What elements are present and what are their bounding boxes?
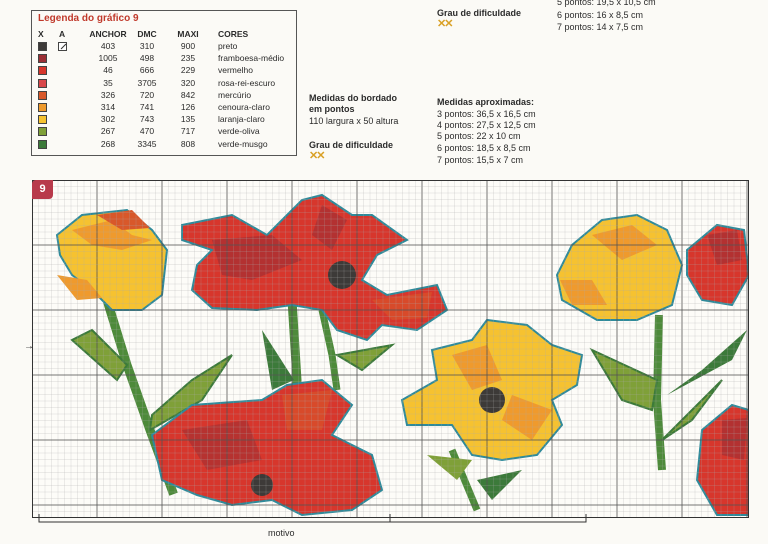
- color-swatch: [38, 91, 47, 100]
- backstitch-symbol-icon: [58, 42, 67, 51]
- approx-line: 6 pontos: 18,5 x 8,5 cm: [437, 143, 531, 153]
- legend-anchor: 314: [100, 102, 116, 112]
- color-swatch: [38, 79, 47, 88]
- legend-maxi: 320: [180, 77, 196, 88]
- legend-title: Legenda do gráfico 9: [38, 13, 139, 24]
- difficulty-xx-icon: ✕✕: [437, 18, 452, 30]
- legend-maxi: 235: [180, 53, 196, 64]
- legend-box: [31, 10, 297, 156]
- header-dmc: DMC: [137, 29, 157, 39]
- legend-maxi: 900: [180, 41, 196, 51]
- legend-row: [32, 102, 296, 113]
- approx-title: Medidas aproximadas:: [437, 97, 535, 107]
- legend-dmc: 3705: [137, 77, 157, 88]
- legend-dmc: 498: [139, 53, 155, 64]
- chart-number-badge: 9: [32, 180, 53, 199]
- legend-maxi: 808: [180, 138, 196, 149]
- color-swatch: [38, 103, 47, 112]
- legend-dmc: 3345: [137, 138, 157, 149]
- legend-cor: vermelho: [218, 65, 253, 76]
- header-cores: CORES: [218, 29, 249, 39]
- medidas-title: Medidas do bordado: [309, 93, 398, 103]
- legend-row: [32, 139, 296, 150]
- legend-anchor: 46: [103, 65, 113, 76]
- approx-line: 5 pontos: 22 x 10 cm: [437, 131, 521, 141]
- legend-anchor: 35: [103, 77, 113, 88]
- legend-cor: preto: [218, 41, 238, 51]
- legend-dmc: 310: [139, 41, 155, 51]
- legend-dmc: 720: [139, 89, 155, 100]
- motivo-bracket: [38, 514, 588, 528]
- size-line: 5 pontos: 19,5 x 10,5 cm: [557, 0, 656, 7]
- legend-anchor: 267: [100, 126, 116, 137]
- legend-anchor: 268: [100, 138, 116, 149]
- grau-label-middle: Grau de dificuldade: [309, 140, 394, 150]
- color-swatch: [38, 140, 47, 149]
- header-maxi: MAXI: [177, 29, 199, 39]
- legend-maxi: 842: [180, 89, 196, 100]
- motivo-label: motivo: [268, 528, 295, 538]
- legend-anchor: 326: [100, 89, 116, 100]
- legend-anchor: 1005: [98, 53, 118, 64]
- legend-anchor: 302: [100, 114, 116, 125]
- color-swatch: [38, 54, 47, 63]
- color-swatch: [38, 42, 47, 51]
- legend-dmc: 743: [139, 114, 155, 125]
- legend-header-row: [32, 29, 296, 40]
- legend-dmc: 666: [139, 65, 155, 76]
- legend-row: [32, 78, 296, 89]
- legend-maxi: 717: [180, 126, 196, 137]
- legend-anchor: 403: [100, 41, 116, 51]
- legend-dmc: 470: [139, 126, 155, 137]
- legend-row: [32, 90, 296, 101]
- legend-row: [32, 114, 296, 125]
- size-line: 7 pontos: 14 x 7,5 cm: [557, 22, 644, 32]
- difficulty-xx-icon: ✕✕: [309, 150, 324, 162]
- legend-maxi: 126: [180, 102, 196, 112]
- legend-cor: laranja-claro: [218, 114, 265, 125]
- approx-line: 4 pontos: 27,5 x 12,5 cm: [437, 120, 536, 130]
- color-swatch: [38, 115, 47, 124]
- grau-label-top: Grau de dificuldade: [437, 8, 522, 18]
- legend-dmc: 741: [139, 102, 155, 112]
- legend-maxi: 229: [180, 65, 196, 76]
- medidas-title-2: em pontos: [309, 104, 355, 114]
- color-swatch: [38, 66, 47, 75]
- approx-line: 3 pontos: 36,5 x 16,5 cm: [437, 109, 536, 119]
- legend-maxi: 135: [180, 114, 196, 125]
- legend-row: [32, 53, 296, 64]
- legend-cor: verde-oliva: [218, 126, 260, 137]
- header-anchor: ANCHOR: [89, 29, 127, 39]
- legend-row: [32, 126, 296, 137]
- size-line: 6 pontos: 16 x 8,5 cm: [557, 10, 644, 20]
- legend-cor: framboesa-médio: [218, 53, 285, 64]
- color-swatch: [38, 127, 47, 136]
- legend-cor: rosa-rei-escuro: [218, 77, 276, 88]
- approx-line: 7 pontos: 15,5 x 7 cm: [437, 155, 524, 165]
- cross-stitch-chart: [32, 180, 749, 518]
- header-x: X: [38, 29, 44, 39]
- legend-cor: cenoura-claro: [218, 102, 270, 112]
- legend-row: [32, 41, 296, 52]
- legend-cor: mercúrio: [218, 89, 252, 100]
- legend-cor: verde-musgo: [218, 138, 268, 149]
- center-arrow-icon: →: [24, 341, 34, 352]
- medidas-value: 110 largura x 50 altura: [309, 116, 399, 126]
- legend-row: [32, 65, 296, 76]
- header-a: A: [59, 29, 66, 39]
